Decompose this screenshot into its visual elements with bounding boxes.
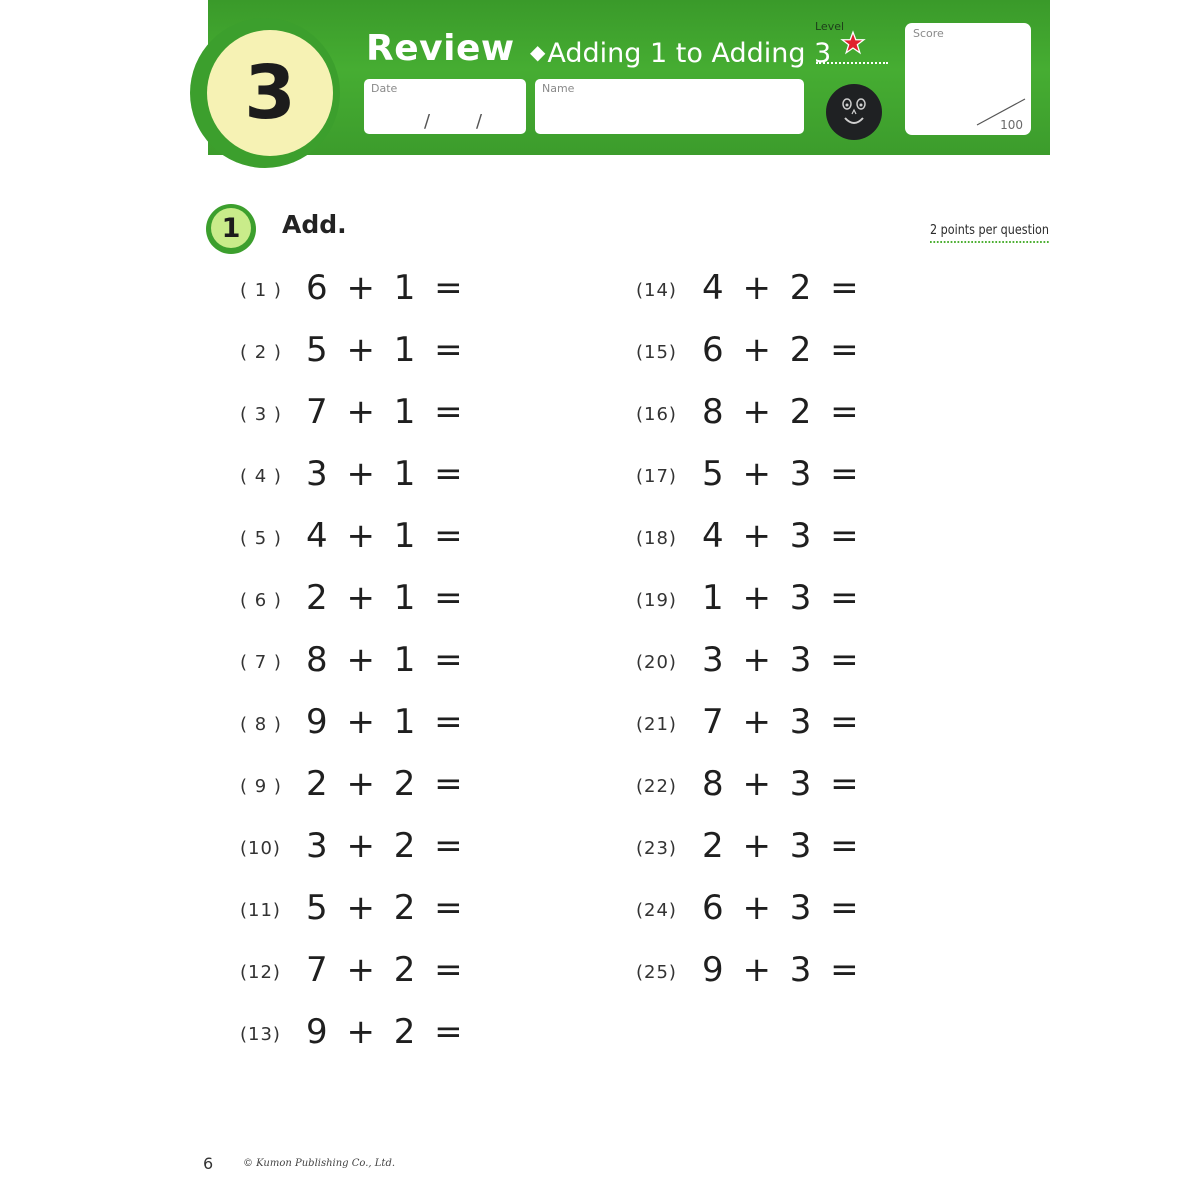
question-row xyxy=(636,510,936,572)
question-number: (14) xyxy=(636,280,677,301)
question-expression: 6 + 2 = xyxy=(702,330,863,370)
question-row xyxy=(636,572,936,634)
question-expression: 5 + 1 = xyxy=(306,330,467,370)
question-row xyxy=(636,634,936,696)
question-row xyxy=(240,696,540,758)
question-row xyxy=(636,696,936,758)
question-expression: 1 + 3 = xyxy=(702,578,863,618)
question-row xyxy=(636,882,936,944)
question-row xyxy=(240,820,540,882)
question-row xyxy=(636,324,936,386)
question-expression: 3 + 2 = xyxy=(306,826,467,866)
mascot-icon xyxy=(826,84,882,140)
questions-left-column xyxy=(240,262,540,1068)
instruction: Add. xyxy=(282,210,347,239)
question-number: (17) xyxy=(636,466,677,487)
question-number: (24) xyxy=(636,900,677,921)
question-row xyxy=(240,634,540,696)
question-row xyxy=(636,944,936,1006)
question-number: ( 2 ) xyxy=(240,342,282,363)
question-expression: 4 + 2 = xyxy=(702,268,863,308)
score-box[interactable] xyxy=(905,23,1031,135)
question-expression: 9 + 2 = xyxy=(306,1012,467,1052)
question-row xyxy=(240,572,540,634)
question-row xyxy=(636,386,936,448)
question-number: (18) xyxy=(636,528,677,549)
question-row xyxy=(636,262,936,324)
question-number: ( 5 ) xyxy=(240,528,282,549)
question-number: (15) xyxy=(636,342,677,363)
question-number: (12) xyxy=(240,962,281,983)
question-number: (25) xyxy=(636,962,677,983)
score-total: 100 xyxy=(1000,118,1023,132)
question-row xyxy=(240,1006,540,1068)
questions-right-column xyxy=(636,262,936,1006)
question-row xyxy=(240,944,540,1006)
date-separator: / xyxy=(476,111,483,132)
question-number: (21) xyxy=(636,714,677,735)
level-line xyxy=(816,62,888,64)
question-expression: 7 + 2 = xyxy=(306,950,467,990)
name-label: Name xyxy=(542,82,575,95)
page-subtitle xyxy=(530,38,831,69)
level-label: Level xyxy=(815,20,845,33)
question-row xyxy=(636,758,936,820)
question-number: (10) xyxy=(240,838,281,859)
date-field[interactable] xyxy=(364,79,526,134)
question-number: (22) xyxy=(636,776,677,797)
question-expression: 2 + 2 = xyxy=(306,764,467,804)
question-number: ( 7 ) xyxy=(240,652,282,673)
question-row xyxy=(240,510,540,572)
question-expression: 6 + 1 = xyxy=(306,268,467,308)
question-row xyxy=(240,882,540,944)
question-expression: 3 + 1 = xyxy=(306,454,467,494)
question-number: (19) xyxy=(636,590,677,611)
question-row xyxy=(636,820,936,882)
question-row xyxy=(240,386,540,448)
question-expression: 6 + 3 = xyxy=(702,888,863,928)
question-expression: 9 + 1 = xyxy=(306,702,467,742)
copyright: © Kumon Publishing Co., Ltd. xyxy=(243,1158,396,1169)
diamond-icon: ◆ xyxy=(530,40,546,64)
question-number: (11) xyxy=(240,900,281,921)
lesson-number: 3 xyxy=(207,30,333,156)
star-icon xyxy=(840,30,866,56)
page-title: Review xyxy=(366,28,515,69)
question-expression: 2 + 3 = xyxy=(702,826,863,866)
question-row xyxy=(240,758,540,820)
score-label: Score xyxy=(913,27,944,40)
question-number: (16) xyxy=(636,404,677,425)
section-number: 1 xyxy=(211,208,251,248)
question-expression: 8 + 1 = xyxy=(306,640,467,680)
points-note: 2 points per question xyxy=(930,223,1049,243)
question-number: ( 9 ) xyxy=(240,776,282,797)
question-expression: 5 + 2 = xyxy=(306,888,467,928)
subtitle-text: Adding 1 to Adding 3 xyxy=(547,38,832,69)
question-number: ( 3 ) xyxy=(240,404,282,425)
question-expression: 8 + 2 = xyxy=(702,392,863,432)
question-expression: 3 + 3 = xyxy=(702,640,863,680)
question-number: ( 1 ) xyxy=(240,280,282,301)
question-number: ( 8 ) xyxy=(240,714,282,735)
question-row xyxy=(636,448,936,510)
question-row xyxy=(240,262,540,324)
question-row xyxy=(240,324,540,386)
question-expression: 7 + 3 = xyxy=(702,702,863,742)
question-expression: 5 + 3 = xyxy=(702,454,863,494)
question-expression: 8 + 3 = xyxy=(702,764,863,804)
question-expression: 7 + 1 = xyxy=(306,392,467,432)
question-number: (20) xyxy=(636,652,677,673)
question-expression: 2 + 1 = xyxy=(306,578,467,618)
question-expression: 4 + 1 = xyxy=(306,516,467,556)
question-number: (23) xyxy=(636,838,677,859)
question-number: ( 6 ) xyxy=(240,590,282,611)
question-expression: 9 + 3 = xyxy=(702,950,863,990)
question-number: ( 4 ) xyxy=(240,466,282,487)
question-number: (13) xyxy=(240,1024,281,1045)
page-number: 6 xyxy=(203,1154,214,1173)
date-label: Date xyxy=(371,82,398,95)
date-separator: / xyxy=(424,111,431,132)
name-field[interactable] xyxy=(535,79,804,134)
question-row xyxy=(240,448,540,510)
question-expression: 4 + 3 = xyxy=(702,516,863,556)
